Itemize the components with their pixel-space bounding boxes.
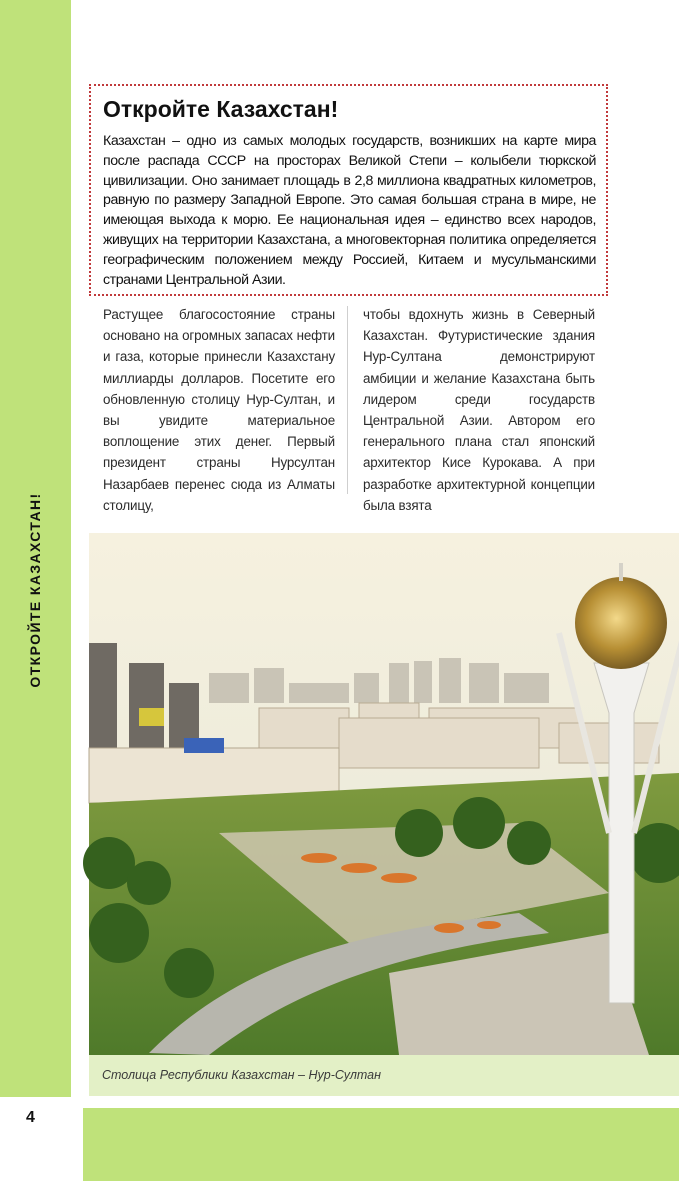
intro-title: Откройте Казахстан!: [103, 96, 339, 122]
column-divider: [347, 306, 348, 494]
photo-caption: Столица Республики Казахстан – Нур-Султан: [102, 1068, 382, 1082]
page-number-box: [0, 1097, 83, 1181]
sidebar-section-label: ОТКРОЙТЕ КАЗАХСТАН!: [27, 492, 43, 688]
body-columns: [103, 304, 595, 513]
page-number: 4: [26, 1109, 35, 1126]
intro-text: Казахстан – одно из самых молодых государств, возникших на карте мира после распада СССР на просторах Великой Степи – колыбели тюркской цивилизации. Оно занимает площадь в 2,8 миллиона квадратных километров, равную по размеру Западной Европе. Это самая большая страна в мире, не имеющая выхода к морю. Ее национальная идея – единство всех народов, живущих на территории Казахстана, а многовекторная политика определяется географическим положением между Россией, Китаем и мусульманскими странами Центральной Азии.: [103, 133, 596, 288]
intro-box: [89, 84, 608, 296]
body-column-1: Растущее благосостояние страны основано на огромных запасах нефти и газа, которые принесли Казахстану миллиарды долларов. Посетите его обновленную столицу Нур-Султан, и вы увидите материальное воплощение этих денег. Первый президент страны Нурсултан Назарбаев перенес сюда из Алматы столицу,: [103, 307, 335, 513]
bottom-band: [83, 1108, 679, 1181]
body-column-2: чтобы вдохнуть жизнь в Северный Казахстан. Футуристические здания Нур-Султана демонстрируют амбиции и желание Казахстана быть лидером среди государств Центральной Азии. Автором его генерального плана стал японский архитектор Кисе Курокава. А при разработке архитектурной концепции была взята: [363, 307, 595, 513]
city-photo: [89, 533, 679, 1055]
city-illustration: [89, 533, 679, 1055]
